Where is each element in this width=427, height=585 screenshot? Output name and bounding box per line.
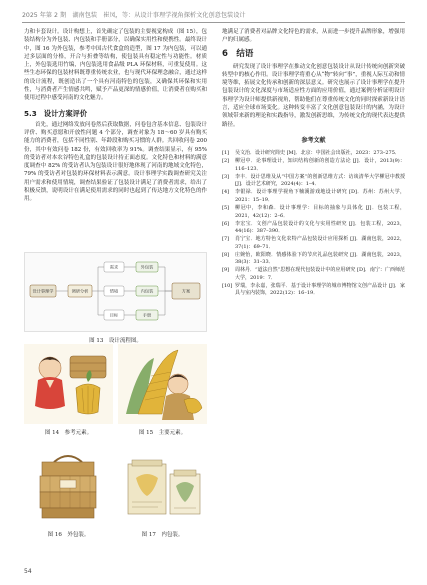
flow-node-2: 需求: [109, 264, 119, 270]
reference-item: [222, 283, 405, 298]
header-text: 2025 年第 2 期 湖南包装 崔凤，等：从设计事理学视角探析文化创意包装设计: [22, 12, 246, 19]
reference-text: 周林丹．“道法自然”思想在现代包装设计中的应用研究 [D]．南宁：广西师范大学，2019：7．: [235, 267, 405, 281]
reference-item: [222, 221, 405, 236]
reference-number: [1]: [222, 150, 230, 157]
reference-text: 吴文治．设计研究简史 [M]．北京：中国社会出版社，2023：273–275．: [235, 150, 400, 157]
figures-16-17: [24, 448, 207, 553]
reference-text: 罗瑞，李永嘉，张瑞平．基于设计事理学的城市博物馆文创产品设计 [J]．家具与室内装饰，2022(12)：16–19．: [235, 282, 405, 297]
flow-node-6: 内包装: [140, 288, 154, 294]
page-number: 54: [24, 568, 32, 575]
inner-packaging-image: [118, 448, 207, 526]
reference-text: 庄婉怡，欧阳晓．情感体验下的节庆礼品包装研究 [J]．湖南包装，2023，38(3)：31–33．: [235, 251, 405, 266]
flow-node-5: 外包装: [140, 264, 154, 270]
reference-text: 柳冠中．论事理设计，知识结构创新的创造方法论 [J]．设计，2013(9)：116–123．: [235, 158, 405, 172]
flow-node-4: 目标: [109, 312, 119, 318]
reference-number: [10]: [222, 282, 233, 289]
reference-number: [7]: [222, 236, 230, 243]
reference-text: 肖宁宝．地方特色文化农特产品包装设计应用探析 [J]．湖南包装，2022，37(1)：69–71．: [235, 236, 405, 250]
design-flowchart: [24, 252, 207, 332]
figure-13: [24, 252, 207, 344]
left-column: [24, 28, 207, 204]
reference-text: 柳冠中，李和森．设计事理学：目标的抽象与具体化 [J]．包装工程，2021，42(12)：2–6．: [235, 204, 405, 219]
reference-text: 李银禄．设计事理学视角下楠溪游戏地设计研究 [D]．苏州：苏州大学，2021：15–19．: [235, 189, 405, 203]
figure-13-caption: 图 13 设计流程图。: [89, 338, 142, 344]
flow-node-3: 情境: [109, 288, 119, 294]
reference-item: [222, 205, 405, 220]
reference-number: [3]: [222, 173, 230, 180]
reference-list: [222, 150, 405, 298]
right-column: [222, 28, 405, 298]
reference-number: [6]: [222, 220, 230, 227]
reference-text: 李宏宝．文创产品包装设计的文化与实用性研究 [J]．包装工程，2023，44(16)：387–390．: [235, 220, 405, 235]
figure-15-caption: 图 15 主要元素。: [138, 430, 187, 436]
figure-16-caption: 图 16 外包装。: [47, 532, 90, 538]
figure-14: [24, 344, 113, 436]
reference-item: [222, 158, 405, 173]
reference-number: [5]: [222, 204, 230, 211]
intro-paragraph: 力和卡套设计。设计构想上，首先确定了包装的主要视觉构成（图 15），包装结构分为外包装、内包装和手册部分，以确保实用性和便携性。最终设计中，图 16 为外包装，参考中国古代食盒的造型，图 17 为内包装，可以通过多层面的分格，开合与折叠等结构，使包装具有稳定性与功能性。材质上，外包装选用竹编，内包装选用食品级 PLA 环保材料，可重复使用。这些生态环保的包装材料既尊重传统农业，也与现代环保理念融合，通过这样的设计流程，既创造出了一个具有河南特色的包装，又确保其环保和实用性，与消费者产生情感共鸣，赋予产品更深的情感价值，让消费者在购买和使用过程中感受河南的文化魅力。: [24, 29, 207, 102]
reference-number: [2]: [222, 158, 230, 165]
figure-17-caption: 图 17 内包装。: [141, 532, 184, 538]
reference-elements-image: [24, 344, 113, 424]
figures-14-15: [24, 344, 207, 444]
reference-item: [222, 174, 405, 189]
reference-item: [222, 150, 405, 158]
references-title: 参考文献: [301, 136, 326, 144]
reference-item: [222, 189, 405, 204]
reference-item: [222, 252, 405, 267]
figure-16: [24, 448, 113, 538]
reference-text: 李丰．设计思维及从“中国方案”的创新思维方式：访谈清华大学柳冠中教授 [J]．设计艺术研究，2024(4)：1–4．: [235, 173, 405, 188]
figure-14-caption: 图 14 参考元素。: [44, 430, 93, 436]
reference-item: [222, 236, 405, 251]
outer-packaging-image: [24, 448, 113, 526]
flow-node-8: 方案: [181, 288, 191, 294]
flow-node-0: 设计事理学: [32, 288, 54, 294]
continuing-paragraph: 地满足了消费者对品牌文化特色的需求，从而进一步提升品牌形象，增强用户的归属感。: [222, 29, 405, 44]
section-title-conclusion: 6 结语: [222, 48, 254, 59]
reference-item: [222, 267, 405, 282]
flow-node-1: 调研分析: [71, 288, 89, 294]
main-elements-image: [118, 344, 207, 424]
section-heading-5-3: 5.3 设计方案评价: [24, 108, 88, 118]
evaluation-paragraph: 首先，通过网络发放问卷然后获取数据，问卷包含基本信息、包装设计评价、购买意愿和开放性问题 4 个部分，调查对象为 18～60 岁具有购买能力的消费者，包括不同性别、年龄段和购买习惯的人群。共回收问卷 200 份，其中有效问卷 182 份，有效回收率为 91%。调查结果显示，有 95% 的受访者对本农谷特色礼盒的包装设计持正面态度。文化特色和材料的满意度调查中 82% 的受访者认为包装设计很好地体现了河南的地域文化特色，79% 的受访者对包装的环保材料表示满意。设计事理学实践调查研究关注用户需求和使用情境，调查结果验证了包装设计满足了消费者需求，给出了积极反馈，说明设计在满足使用需求的同时也起到了传达地方文化特色的作用。: [24, 121, 207, 203]
reference-number: [8]: [222, 251, 230, 258]
figure-17: [118, 448, 207, 538]
flow-node-7: 手册: [142, 312, 152, 318]
reference-number: [4]: [222, 189, 230, 196]
running-header: [22, 10, 405, 23]
conclusion-paragraph: 研究发现了设计事理学在推动文化创意包装设计从设计传统向创新突破转型中的核心作用。设计事理学将重心从“物”转向“事”，重视人际互动和情境等维，拓展文化传承和创新的深层意义。研究也展示了设计事理学在提升包装设计的文化深度与市场适应性方面的应用价值，通过案例分析证明设计事理学为设计师提供新视角，帮助他们在尊重传统文化的同时探索新设计语言，适应全球市场变化。这种转变丰富了文化创意包装设计的内涵，为设计领域带来新的理论和实践指导，激发创新思维，为传统文化的现代表达提供路径。: [222, 63, 405, 128]
figure-15: [118, 344, 207, 436]
reference-number: [9]: [222, 267, 230, 274]
